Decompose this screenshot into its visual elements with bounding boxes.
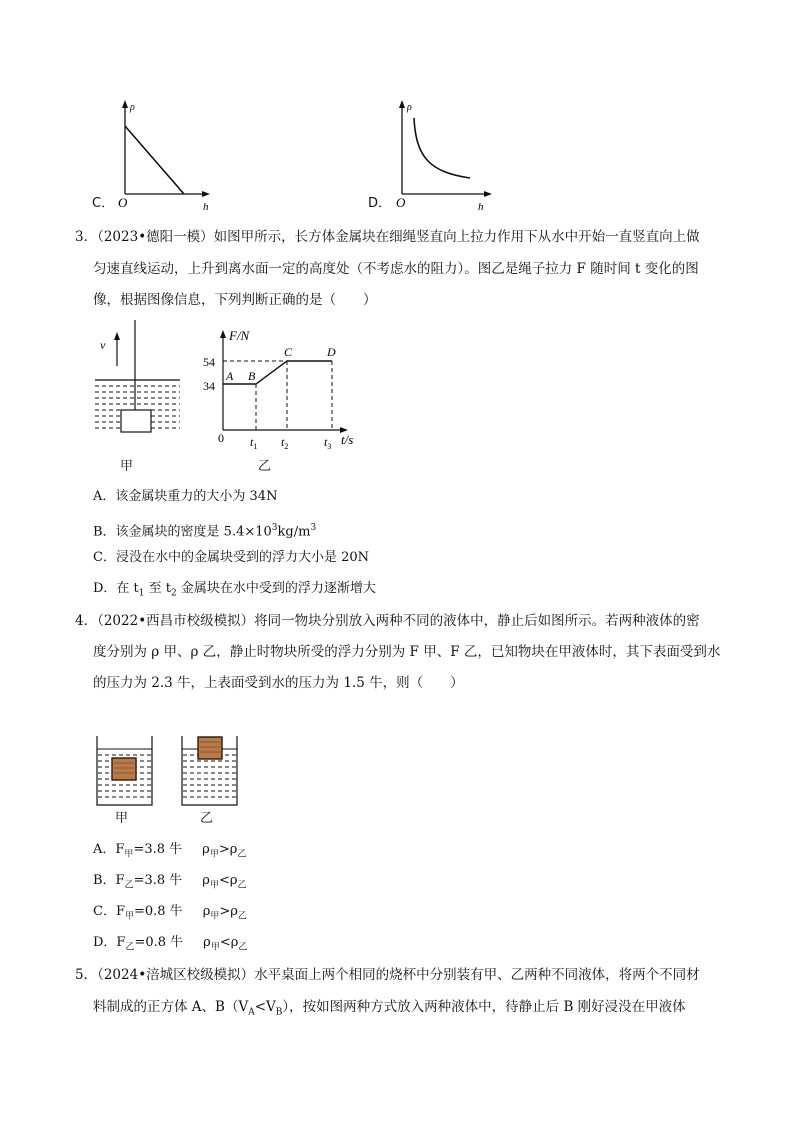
option-c-label: C．	[92, 196, 115, 211]
option-d[interactable]: D．$F_乙=0.8$ 牛 $\rho_甲<\rho_乙$	[93, 935, 248, 953]
x-axis-label: h	[478, 201, 484, 213]
option-c[interactable]: C．浸没在水中的金属块受到的浮力大小是 20N	[93, 550, 369, 565]
option-b[interactable]: B．该金属块的密度是 $5.4\times 10^3kg/m^3$	[93, 523, 317, 540]
question-3-line-1	[75, 228, 700, 246]
question-4-line-2: 度分别为 ρ 甲、ρ 乙，静止时物块所受的浮力分别为 F 甲、F 乙，已知物块在甲液体时，其下表面受到水	[93, 644, 721, 660]
velocity-label: v	[100, 338, 106, 352]
question-number: 3．	[75, 229, 98, 245]
question-stem: 将同一物块分别放入两种不同的液体中，静止后如图所示。若两种液体的密	[254, 613, 700, 629]
figure-jia-block-in-water	[92, 318, 187, 438]
x-axis-label: h	[203, 201, 209, 213]
beaker-yi-block-floating	[180, 735, 240, 807]
question-stem: 水平桌面上两个相同的烧杯中分别装有甲、乙两种不同液体，将两个不同材	[254, 967, 700, 983]
question-3-line-2: 匀速直线运动，上升到离水面一定的高度处（不考虑水的阻力）。图乙是绳子拉力 F 随时间 t 变化的图	[93, 261, 699, 277]
question-4-line-1	[75, 612, 700, 630]
point-d-label: D	[327, 345, 336, 359]
question-number: 4．	[75, 613, 98, 629]
option-c[interactable]: C．$F_甲=0.8$ 牛 $\rho_甲>\rho_乙$	[93, 904, 247, 922]
x-tick-t1: $t_1$	[250, 435, 258, 451]
y-axis-label: F/N	[229, 328, 250, 343]
question-source: （2024•涪城区校级模拟）	[97, 967, 255, 983]
x-tick-t2: $t_2$	[281, 435, 289, 451]
point-c-label: C	[284, 345, 293, 359]
option-a[interactable]: A．$F_甲=3.8$ 牛 $\rho_甲>\rho_乙$	[93, 842, 247, 860]
figure-yi-force-time-graph	[198, 318, 368, 456]
point-a-label: A	[226, 369, 234, 383]
beaker-jia-block-suspended	[95, 735, 155, 807]
option-a[interactable]: A．该金属块重力的大小为 34N	[93, 489, 278, 504]
figure-label-jia: 甲	[120, 459, 134, 474]
option-d[interactable]: D．在 $t_1$ 至 $t_2$ 金属块在水中受到的浮力逐渐增大	[93, 581, 376, 599]
question-5-line-1	[75, 966, 700, 984]
question-source: （2022•西昌市校级模拟）	[97, 613, 255, 629]
figure-label-yi: 乙	[200, 811, 214, 826]
figure-label-jia: 甲	[115, 811, 129, 826]
option-b[interactable]: B．$F_乙=3.8$ 牛 $\rho_甲<\rho_乙$	[93, 873, 247, 891]
question-5-line-2: 料制成的正方体 A、$B(V_A<V_B)$，按如图两种方式放入两种液体中，待静止后 B 刚好浸没在甲液体	[93, 999, 686, 1018]
y-tick-54: 54	[203, 355, 215, 369]
x-tick-t3: $t_3$	[324, 435, 332, 451]
origin-label: O	[118, 195, 128, 210]
question-number: 5．	[75, 967, 98, 983]
origin-label: O	[396, 195, 406, 210]
graph-option-d	[392, 96, 502, 214]
y-tick-34: 34	[203, 379, 215, 393]
origin-label: 0	[218, 431, 224, 445]
y-axis-label: ρ	[130, 102, 135, 113]
x-axis-label: t/s	[341, 432, 354, 447]
y-axis-label: ρ	[407, 102, 412, 113]
question-3-line-3: 像，根据图像信息，下列判断正确的是（ ）	[93, 292, 377, 308]
question-4-line-3: 的压力为 2.3 牛，上表面受到水的压力为 1.5 牛，则（ ）	[93, 675, 464, 691]
question-stem: 如图甲所示，长方体金属块在细绳竖直向上拉力作用下从水中开始一直竖直向上做	[213, 229, 700, 245]
figure-label-yi: 乙	[258, 459, 272, 474]
graph-option-c	[112, 96, 222, 214]
point-b-label: B	[248, 369, 256, 383]
question-source: （2023•德阳一模）	[97, 229, 214, 245]
option-d-label: D．	[368, 196, 392, 211]
